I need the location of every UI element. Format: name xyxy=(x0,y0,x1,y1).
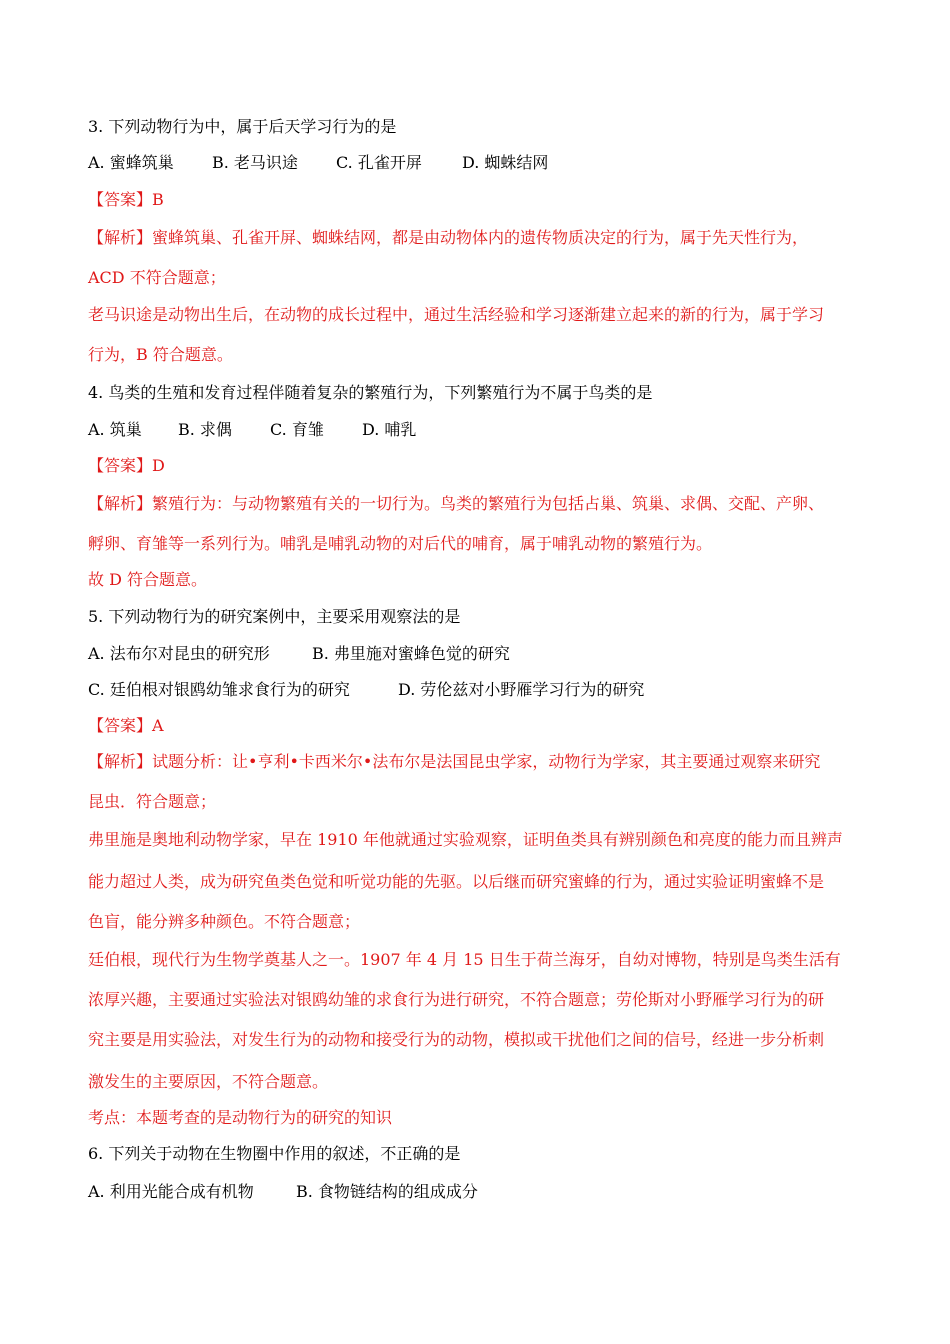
question-3-options xyxy=(88,153,548,173)
analysis-text: 繁殖行为：与动物繁殖有关的一切行为。鸟类的繁殖行为包括占巢、筑巢、求偶、交配、产卵、 xyxy=(152,494,825,513)
option-c: C. 育雏 xyxy=(270,420,324,439)
kaodian-5: 考点：本题考查的是动物行为的研究的知识 xyxy=(88,1108,393,1127)
question-3: 3. 下列动物行为中，属于后天学习行为的是 xyxy=(88,117,397,136)
analysis-5-line-7: 浓厚兴趣，主要通过实验法对银鸥幼雏的求食行为进行研究，不符合题意；劳伦斯对小野雁学习行为的研 xyxy=(88,990,825,1009)
question-6: 6. 下列关于动物在生物圈中作用的叙述，不正确的是 xyxy=(88,1144,461,1163)
analysis-5-line-1 xyxy=(88,752,820,772)
analysis-4-line-2: 孵卵、育雏等一系列行为。哺乳是哺乳动物的对后代的哺育，属于哺乳动物的繁殖行为。 xyxy=(88,534,713,553)
analysis-5-line-5: 色盲，能分辨多种颜色。不符合题意； xyxy=(88,912,361,931)
analysis-4-line-1 xyxy=(88,494,824,514)
analysis-3-line-2: ACD 不符合题意； xyxy=(88,268,226,287)
analysis-5-line-8: 究主要是用实验法，对发生行为的动物和接受行为的动物，模拟或干扰他们之间的信号，经进一步分析刺 xyxy=(88,1030,825,1049)
conclusion-4: 故 D 符合题意。 xyxy=(88,570,208,589)
option-d: D. 蜘蛛结网 xyxy=(462,153,549,172)
question-5: 5. 下列动物行为的研究案例中，主要采用观察法的是 xyxy=(88,607,461,626)
question-5-options-row-1 xyxy=(88,644,510,664)
analysis-3-line-4: 行为，B 符合题意。 xyxy=(88,345,233,364)
answer-4: 【答案】D xyxy=(88,456,165,475)
analysis-3-line-1 xyxy=(88,228,808,248)
option-a: A. 法布尔对昆虫的研究形 xyxy=(88,644,270,663)
option-c: C. 廷伯根对银鸥幼雏求食行为的研究 xyxy=(88,680,350,699)
option-d: D. 劳伦兹对小野雁学习行为的研究 xyxy=(398,680,645,699)
question-4: 4. 鸟类的生殖和发育过程伴随着复杂的繁殖行为，下列繁殖行为不属于鸟类的是 xyxy=(88,383,653,402)
analysis-5-line-2: 昆虫．符合题意； xyxy=(88,792,217,811)
question-5-options-row-2 xyxy=(88,680,644,700)
analysis-5-line-3: 弗里施是奥地利动物学家，早在 1910 年他就通过实验观察，证明鱼类具有辨别颜色和亮度的能力而且辨声 xyxy=(88,830,843,849)
answer-5: 【答案】A xyxy=(88,716,164,735)
analysis-tag: 【解析】 xyxy=(88,752,153,771)
option-d: D. 哺乳 xyxy=(362,420,417,439)
option-a: A. 蜜蜂筑巢 xyxy=(88,153,174,172)
answer-3: 【答案】B xyxy=(88,190,164,209)
analysis-5-line-4: 能力超过人类，成为研究鱼类色觉和听觉功能的先驱。以后继而研究蜜蜂的行为，通过实验证明蜜蜂不是 xyxy=(88,872,825,891)
option-a: A. 利用光能合成有机物 xyxy=(88,1182,254,1201)
option-b: B. 食物链结构的组成成分 xyxy=(296,1182,478,1201)
analysis-5-line-9: 激发生的主要原因，不符合题意。 xyxy=(88,1072,329,1091)
analysis-text: 试题分析：让•亨利•卡西米尔•法布尔是法国昆虫学家，动物行为学家，其主要通过观察来研究 xyxy=(152,752,821,771)
question-6-options xyxy=(88,1182,478,1202)
option-c: C. 孔雀开屏 xyxy=(336,153,422,172)
option-a: A. 筑巢 xyxy=(88,420,142,439)
analysis-5-line-6: 廷伯根，现代行为生物学奠基人之一。1907 年 4 月 15 日生于荷兰海牙，自幼对博物，特别是鸟类生活有 xyxy=(88,950,841,969)
analysis-text: 蜜蜂筑巢、孔雀开屏、蜘蛛结网，都是由动物体内的遗传物质决定的行为，属于先天性行为， xyxy=(152,228,809,247)
option-b: B. 老马识途 xyxy=(212,153,298,172)
option-b: B. 弗里施对蜜蜂色觉的研究 xyxy=(312,644,510,663)
analysis-tag: 【解析】 xyxy=(88,494,153,513)
analysis-3-line-3: 老马识途是动物出生后，在动物的成长过程中，通过生活经验和学习逐渐建立起来的新的行为，属于学习 xyxy=(88,305,825,324)
option-b: B. 求偶 xyxy=(178,420,232,439)
question-4-options xyxy=(88,420,416,440)
analysis-tag: 【解析】 xyxy=(88,228,153,247)
